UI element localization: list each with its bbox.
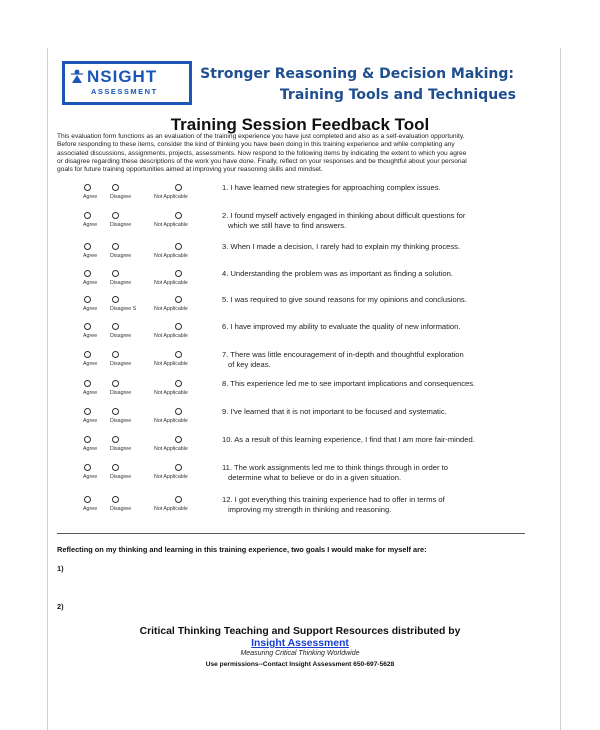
question-row-10	[0, 436, 600, 464]
not-applicable-radio[interactable]	[175, 323, 182, 330]
intro-line: This evaluation form functions as an evaluation of the training experience you have just completed and also as a self-evaluation opportunity.	[57, 133, 465, 140]
not-applicable-radio[interactable]	[175, 296, 182, 303]
not-applicable-radio[interactable]	[175, 184, 182, 191]
question-text: 11. The work assignments led me to think things through in order to determine what to believe or do in a given situation.	[222, 463, 448, 482]
not-applicable-label: Not Applicable	[154, 474, 188, 480]
disagree-radio[interactable]	[112, 351, 119, 358]
question-row-2	[0, 212, 600, 240]
header-title-line1: Stronger Reasoning & Decision Making:	[200, 66, 514, 82]
disagree-label: Disagree	[110, 280, 132, 286]
not-applicable-label: Not Applicable	[154, 390, 188, 396]
question-text: 12. I got everything this training experience had to offer in terms of improving my strength in thinking and reasoning.	[222, 495, 445, 514]
insight-assessment-link[interactable]: Insight Assessment	[251, 638, 349, 649]
footer-tagline: Measuring Critical Thinking Worldwide	[240, 650, 360, 657]
not-applicable-radio[interactable]	[175, 212, 182, 219]
question-row-8	[0, 380, 600, 408]
not-applicable-radio[interactable]	[175, 496, 182, 503]
question-text: 6. I have improved my ability to evaluate the quality of new information.	[222, 322, 461, 331]
question-text: 2. I found myself actively engaged in thinking about difficult questions for which we still have to find answers.	[222, 211, 466, 230]
not-applicable-radio[interactable]	[175, 351, 182, 358]
not-applicable-label: Not Applicable	[154, 306, 188, 312]
question-row-4	[0, 270, 600, 298]
agree-radio[interactable]	[84, 184, 91, 191]
agree-radio[interactable]	[84, 496, 91, 503]
separator-line	[57, 533, 525, 534]
agree-label: Agree	[83, 446, 98, 452]
intro-line: goals for future training opportunities aimed at improving your reasoning skills and mindset.	[57, 166, 323, 174]
disagree-radio[interactable]	[112, 436, 119, 443]
not-applicable-radio[interactable]	[175, 270, 182, 277]
question-row-7	[0, 351, 600, 379]
question-text: 7. There was little encouragement of in-depth and thoughtful exploration of key ideas.	[222, 350, 464, 369]
not-applicable-radio[interactable]	[175, 436, 182, 443]
not-applicable-label: Not Applicable	[154, 418, 188, 424]
not-applicable-radio[interactable]	[175, 380, 182, 387]
agree-radio[interactable]	[84, 212, 91, 219]
question-text: 9. I've learned that it is not important to be focused and systematic.	[222, 407, 447, 416]
logo-subtitle: ASSESSMENT	[91, 87, 158, 96]
agree-label: Agree	[83, 418, 98, 424]
agree-radio[interactable]	[84, 436, 91, 443]
disagree-radio[interactable]	[112, 464, 119, 471]
disagree-label: Disagree	[110, 361, 132, 367]
agree-label: Agree	[83, 506, 98, 512]
agree-radio[interactable]	[84, 464, 91, 471]
disagree-radio[interactable]	[112, 212, 119, 219]
disagree-label: Disagree S	[110, 306, 137, 312]
disagree-label: Disagree	[110, 390, 132, 396]
disagree-radio[interactable]	[112, 184, 119, 191]
agree-label: Agree	[83, 333, 98, 339]
not-applicable-label: Not Applicable	[154, 194, 188, 200]
agree-radio[interactable]	[84, 296, 91, 303]
disagree-label: Disagree	[110, 333, 132, 339]
intro-line: associated discussions, assignments, projects, assessments. Now respond to the following items by indicating the extent to which you agree	[57, 149, 467, 157]
question-row-11	[0, 464, 600, 492]
agree-label: Agree	[83, 253, 98, 259]
agree-label: Agree	[83, 194, 98, 200]
not-applicable-label: Not Applicable	[154, 222, 188, 228]
not-applicable-label: Not Applicable	[154, 446, 188, 452]
agree-label: Agree	[83, 474, 98, 480]
disagree-radio[interactable]	[112, 408, 119, 415]
goal-2-label: 2)	[57, 602, 64, 611]
disagree-label: Disagree	[110, 418, 132, 424]
agree-label: Agree	[83, 280, 98, 286]
agree-label: Agree	[83, 390, 98, 396]
not-applicable-label: Not Applicable	[154, 333, 188, 339]
agree-radio[interactable]	[84, 270, 91, 277]
question-row-3	[0, 243, 600, 271]
disagree-label: Disagree	[110, 222, 132, 228]
logo-wordmark: NSIGHT	[87, 67, 158, 86]
agree-label: Agree	[83, 222, 98, 228]
not-applicable-radio[interactable]	[175, 408, 182, 415]
disagree-radio[interactable]	[112, 496, 119, 503]
disagree-radio[interactable]	[112, 270, 119, 277]
disagree-label: Disagree	[110, 446, 132, 452]
disagree-label: Disagree	[110, 506, 132, 512]
goal-1-label: 1)	[57, 564, 64, 573]
agree-radio[interactable]	[84, 243, 91, 250]
question-row-12	[0, 496, 600, 524]
disagree-radio[interactable]	[112, 380, 119, 387]
footer-permissions: Use permissions--Contact Insight Assessment 650-697-5628	[205, 661, 395, 668]
footer-distribution-line: Critical Thinking Teaching and Support Resources distributed by	[139, 626, 461, 637]
reflection-prompt: Reflecting on my thinking and learning in this training experience, two goals I would make for myself are:	[57, 545, 427, 554]
document-title: Training Session Feedback Tool	[170, 115, 430, 134]
question-row-6	[0, 323, 600, 351]
not-applicable-radio[interactable]	[175, 243, 182, 250]
intro-paragraph	[57, 133, 537, 174]
intro-line: or disagree regarding these descriptions of the work you have done. Finally, reflect on your responses and be thoughtful about your personal	[57, 157, 467, 165]
question-row-5	[0, 296, 600, 324]
intro-line: Before responding to these items, consider the kind of thinking you have been doing in this training experience and while completing any	[57, 141, 455, 149]
question-text: 5. I was required to give sound reasons for my opinions and conclusions.	[222, 295, 467, 304]
question-text: 8. This experience led me to see important implications and consequences.	[222, 379, 476, 388]
not-applicable-radio[interactable]	[175, 464, 182, 471]
agree-label: Agree	[83, 306, 98, 312]
disagree-radio[interactable]	[112, 296, 119, 303]
disagree-label: Disagree	[110, 474, 132, 480]
disagree-label: Disagree	[110, 253, 132, 259]
not-applicable-label: Not Applicable	[154, 361, 188, 367]
agree-radio[interactable]	[84, 323, 91, 330]
disagree-label: Disagree	[110, 194, 132, 200]
disagree-radio[interactable]	[112, 243, 119, 250]
logo-figure-icon	[69, 68, 85, 84]
insight-assessment-logo	[62, 61, 192, 105]
question-text: 4. Understanding the problem was as important as finding a solution.	[222, 269, 453, 278]
question-text: 1. I have learned new strategies for approaching complex issues.	[222, 183, 441, 192]
header-title-line2: Training Tools and Techniques	[279, 87, 516, 103]
not-applicable-label: Not Applicable	[154, 506, 188, 512]
agree-label: Agree	[83, 361, 98, 367]
not-applicable-label: Not Applicable	[154, 280, 188, 286]
question-text: 3. When I made a decision, I rarely had to explain my thinking process.	[222, 242, 461, 251]
question-text: 10. As a result of this learning experience, I find that I am more fair-minded.	[222, 435, 475, 444]
agree-radio[interactable]	[84, 351, 91, 358]
not-applicable-label: Not Applicable	[154, 253, 188, 259]
agree-radio[interactable]	[84, 408, 91, 415]
agree-radio[interactable]	[84, 380, 91, 387]
question-row-9	[0, 408, 600, 436]
question-row-1	[0, 184, 600, 212]
disagree-radio[interactable]	[112, 323, 119, 330]
